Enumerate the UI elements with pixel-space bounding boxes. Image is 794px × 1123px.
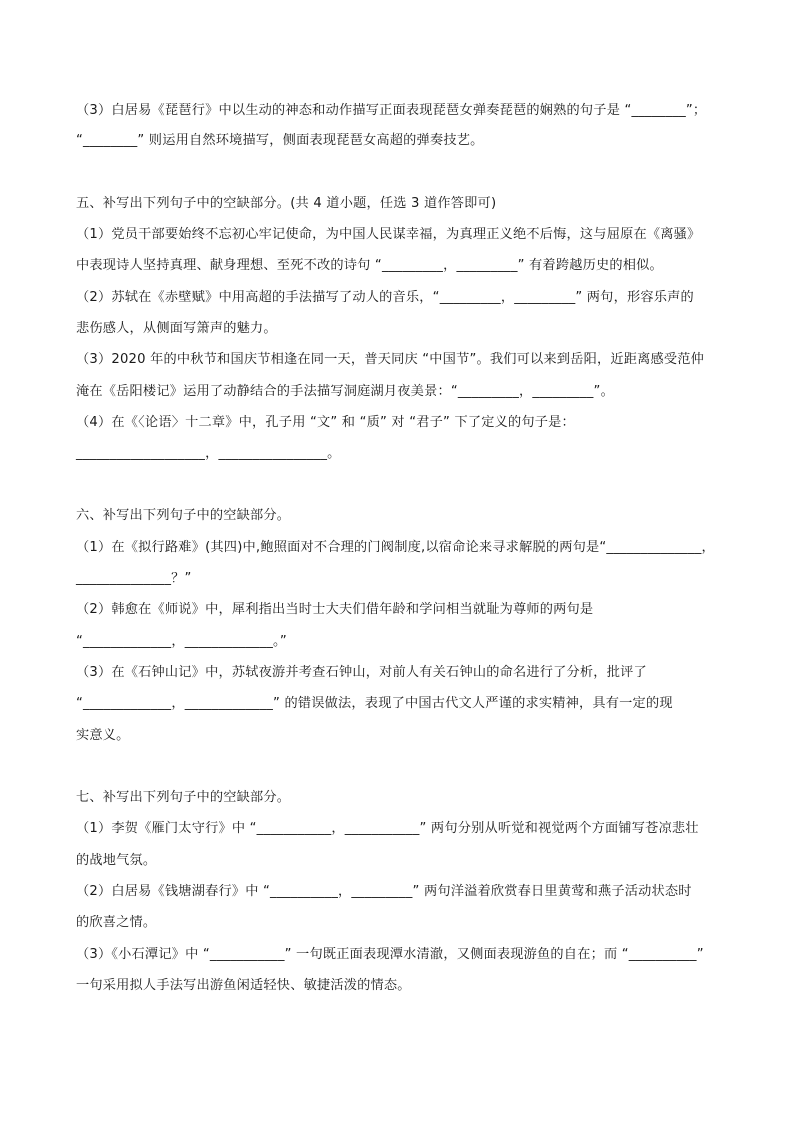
text-line: （1）李贺《雁门太守行》中 “___________，___________” 两句分别从听觉和视觉两个方面铺写苍凉悲壮	[76, 821, 699, 836]
text-line: （2）韩愈在《师说》中，犀利指出当时士大夫们借年龄和学问相当就耻为尊师的两句是	[76, 602, 594, 617]
text-line: 的战地气氛。	[76, 853, 157, 868]
text-line: 淹在《岳阳楼记》运用了动静结合的手法描写洞庭湖月夜美景：“_________，_________”。	[76, 384, 614, 399]
text-line: “_____________，_____________” 的错误做法，表现了中国古代文人严谨的求实精神，具有一定的现	[76, 696, 673, 711]
text-line: （3）《小石潭记》中 “___________” 一句既正面表现潭水清澈，又侧面表现游鱼的自在；而 “__________”	[76, 947, 704, 962]
text-line: 实意义。	[76, 728, 130, 743]
text-line: “_____________，_____________。”	[76, 634, 287, 649]
text-line: （3）2020 年的中秋节和国庆节相逢在同一天，普天同庆 “中国节”。我们可以来到岳阳，近距离感受范仲	[76, 352, 705, 367]
text-line: （2）白居易《钱塘湖春行》中 “__________，_________” 两句洋溢着欣赏春日里黄莺和燕子活动状态时	[76, 884, 692, 899]
text-line: 悲伤感人，从侧面写箫声的魅力。	[76, 321, 277, 336]
section-heading-6: 六、补写出下列句子中的空缺部分。	[76, 508, 291, 523]
text-line: ______________？”	[76, 571, 192, 586]
text-line: ___________________，________________。	[76, 446, 341, 461]
section-heading-5: 五、补写出下列句子中的空缺部分。(共 4 道小题，任选 3 道作答即可)	[76, 196, 497, 211]
text-line: （2）苏轼在《赤壁赋》中用高超的手法描写了动人的音乐，“_________，_________” 两句，形容乐声的	[76, 290, 694, 305]
section-heading-7: 七、补写出下列句子中的空缺部分。	[76, 790, 291, 805]
text-line: （1）党员干部要始终不忘初心牢记使命，为中国人民谋幸福，为真理正义绝不后悔，这与屈原在《离骚》	[76, 227, 701, 242]
text-line: 一句采用拟人手法写出游鱼闲适轻快、敏捷活泼的情态。	[76, 978, 411, 993]
text-line: 的欣喜之情。	[76, 915, 157, 930]
text-line: （1）在《拟行路难》(其四)中,鲍照面对不合理的门阀制度,以宿命论来寻求解脱的两句是“______________，	[76, 540, 715, 555]
text-line: （4）在《〈论语〉十二章》中，孔子用 “文” 和 “质” 对 “君子” 下了定义的句子是：	[76, 415, 575, 430]
text-line: （3）白居易《琵琶行》中以生动的神态和动作描写正面表现琵琶女弹奏琵琶的娴熟的句子是 “________”；	[76, 103, 707, 118]
text-line: “________” 则运用自然环境描写，侧面表现琵琶女高超的弹奏技艺。	[76, 133, 484, 148]
text-line: （3）在《石钟山记》中，苏轼夜游并考查石钟山，对前人有关石钟山的命名进行了分析，批评了	[76, 665, 647, 680]
text-line: 中表现诗人坚持真理、献身理想、至死不改的诗句 “_________，_________” 有着跨越历史的相似。	[76, 258, 663, 273]
